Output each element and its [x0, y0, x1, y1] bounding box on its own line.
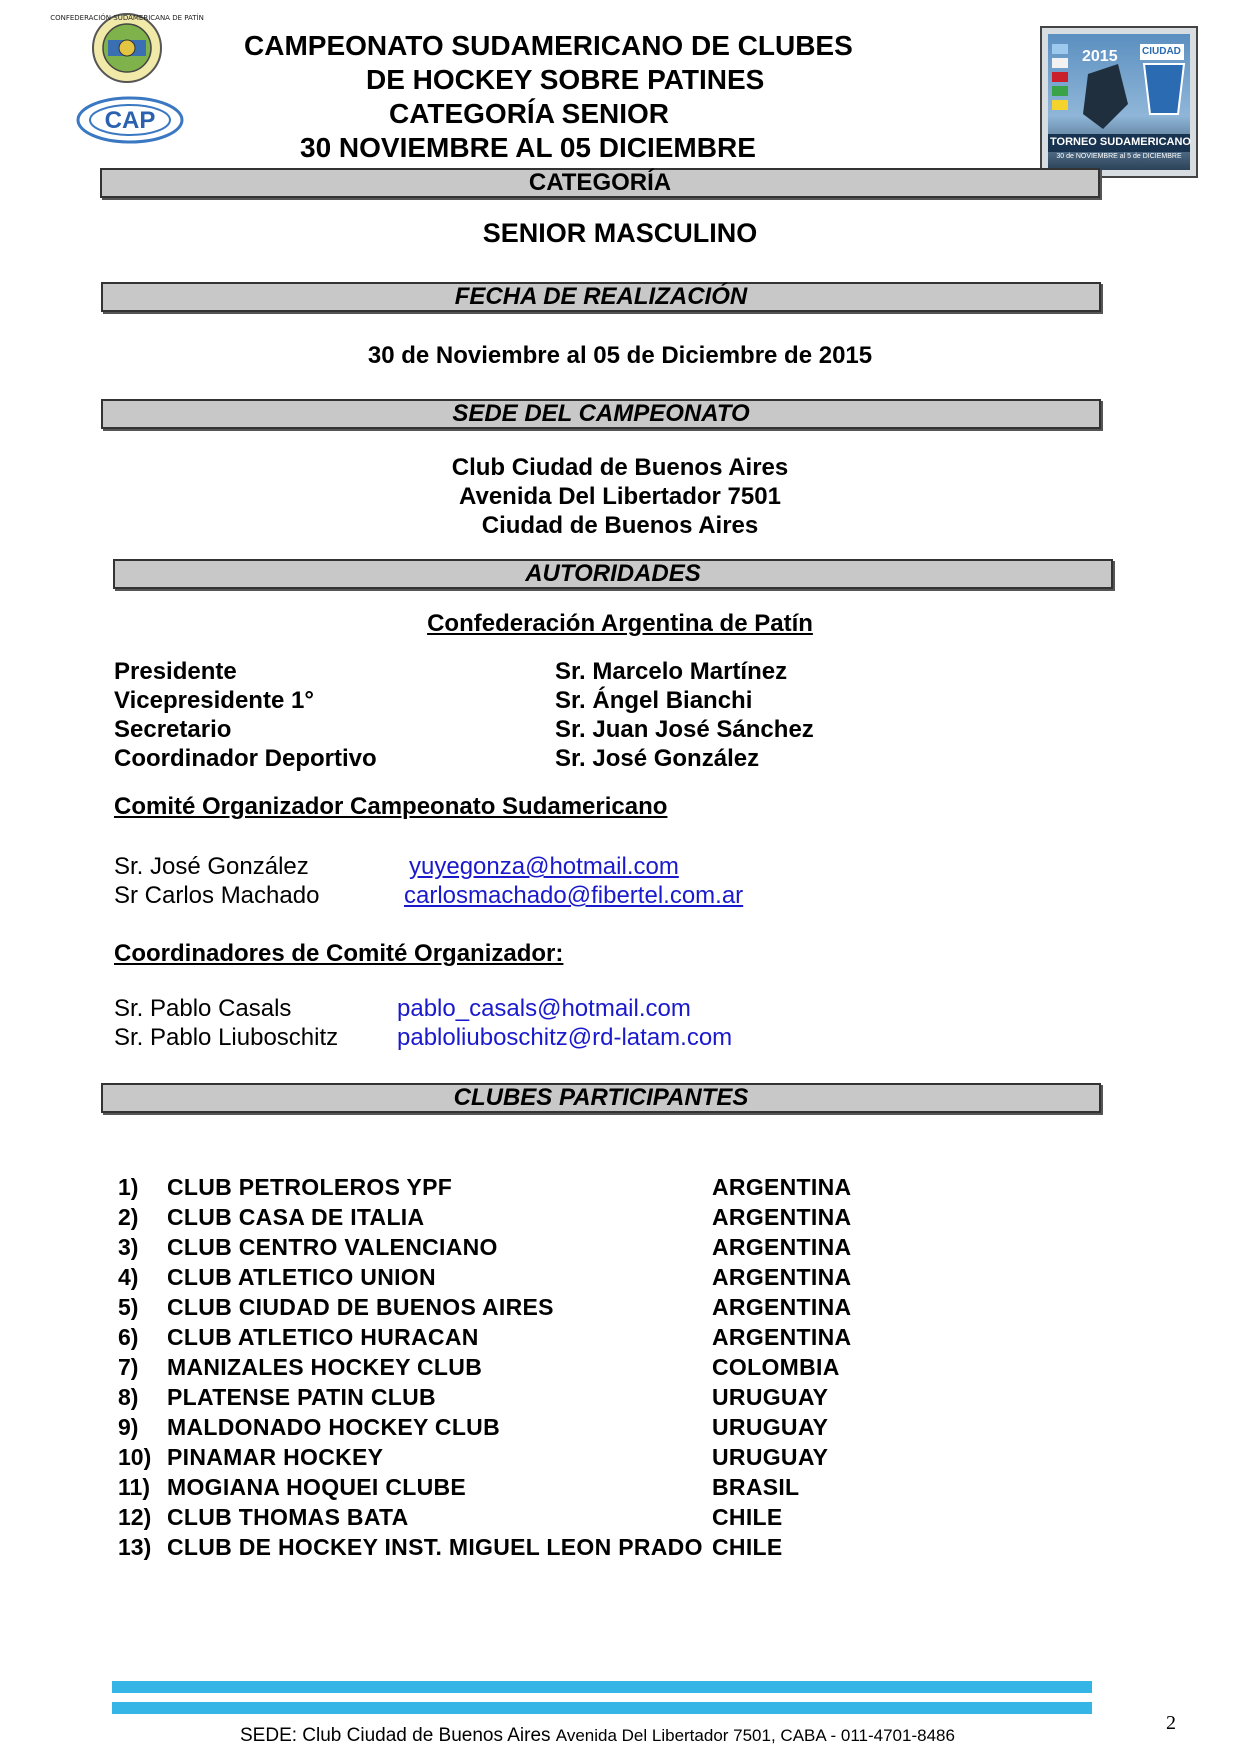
- autoridad-role: Vicepresidente 1°: [114, 687, 314, 714]
- club-number: 10): [118, 1444, 152, 1470]
- autoridad-name: Sr. José González: [555, 745, 760, 772]
- club-name: CLUB DE HOCKEY INST. MIGUEL LEON PRADO: [167, 1534, 703, 1560]
- club-number: 6): [118, 1324, 139, 1350]
- club-number: 8): [118, 1384, 139, 1410]
- club-country: ARGENTINA: [712, 1174, 852, 1200]
- autoridad-name: Sr. Juan José Sánchez: [555, 716, 814, 743]
- autoridades-subtitle: Confederación Argentina de Patín: [427, 610, 813, 637]
- club-name: PLATENSE PATIN CLUB: [167, 1384, 436, 1410]
- fecha-bar: FECHA DE REALIZACIÓN: [101, 282, 1101, 312]
- page-number: 2: [1166, 1712, 1176, 1734]
- club-number: 1): [118, 1174, 139, 1200]
- sede-line-1: Club Ciudad de Buenos Aires: [451, 454, 789, 481]
- club-country: CHILE: [712, 1504, 783, 1530]
- comite-member-name: Sr. José González: [114, 853, 309, 880]
- footer-stripe: [112, 1702, 1092, 1714]
- club-number: 5): [118, 1294, 139, 1320]
- cap-logo: [74, 92, 186, 148]
- clubes-bar: CLUBES PARTICIPANTES: [101, 1083, 1101, 1113]
- poster-year: 2015: [1082, 48, 1118, 65]
- fecha-value: 30 de Noviembre al 05 de Diciembre de 2015: [367, 342, 873, 369]
- club-country: COLOMBIA: [712, 1354, 840, 1380]
- cap-logo-text: CAP: [104, 107, 156, 134]
- club-number: 11): [118, 1474, 150, 1500]
- coordinador-email-link[interactable]: pablo_casals@hotmail.com: [397, 995, 691, 1022]
- autoridad-name: Sr. Marcelo Martínez: [555, 658, 788, 685]
- autoridades-bar: AUTORIDADES: [113, 559, 1113, 589]
- comite-member-email-link[interactable]: carlosmachado@fibertel.com.ar: [404, 882, 744, 909]
- title-line-3: CATEGORÍA SENIOR: [389, 98, 670, 129]
- club-country: URUGUAY: [712, 1384, 829, 1410]
- club-name: CLUB CASA DE ITALIA: [167, 1204, 425, 1230]
- club-country: ARGENTINA: [712, 1264, 852, 1290]
- club-name: CLUB ATLETICO UNION: [167, 1264, 436, 1290]
- club-number: 4): [118, 1264, 139, 1290]
- club-country: CHILE: [712, 1534, 783, 1560]
- autoridad-role: Coordinador Deportivo: [114, 745, 377, 772]
- club-number: 2): [118, 1204, 139, 1230]
- club-name: MALDONADO HOCKEY CLUB: [167, 1414, 500, 1440]
- coordinador-name: Sr. Pablo Liuboschitz: [114, 1024, 339, 1051]
- coordinadores-title: Coordinadores de Comité Organizador:: [114, 940, 564, 967]
- poster-subtitle: 30 de NOVIEMBRE al 5 de DICIEMBRE: [1056, 153, 1182, 160]
- club-name: CLUB THOMAS BATA: [167, 1504, 409, 1530]
- title-line-1: CAMPEONATO SUDAMERICANO DE CLUBES: [244, 30, 853, 61]
- club-name: CLUB ATLETICO HURACAN: [167, 1324, 479, 1350]
- club-number: 12): [118, 1504, 152, 1530]
- sede-line-3: Ciudad de Buenos Aires: [481, 512, 759, 539]
- footer-stripe: [112, 1681, 1092, 1693]
- club-country: BRASIL: [712, 1474, 800, 1500]
- autoridad-role: Presidente: [114, 658, 237, 685]
- club-number: 13): [118, 1534, 152, 1560]
- club-name: MANIZALES HOCKEY CLUB: [167, 1354, 483, 1380]
- categoria-value: SENIOR MASCULINO: [482, 218, 758, 248]
- club-number: 9): [118, 1414, 139, 1440]
- autoridad-name: Sr. Ángel Bianchi: [555, 687, 753, 714]
- footer-text: [240, 1725, 955, 1747]
- coordinador-name: Sr. Pablo Casals: [114, 995, 292, 1022]
- sede-line-2: Avenida Del Libertador 7501: [459, 483, 781, 510]
- footer-sede: SEDE: Club Ciudad de Buenos Aires: [240, 1725, 551, 1746]
- club-number: 3): [118, 1234, 139, 1260]
- footer-address: Avenida Del Libertador 7501, CABA - 011-4701-8486: [555, 1726, 955, 1745]
- confederation-logo: [50, 10, 204, 86]
- tournament-poster: [1040, 26, 1198, 178]
- coordinador-email-link[interactable]: pabloliuboschitz@rd-latam.com: [397, 1024, 733, 1051]
- title-line-2: DE HOCKEY SOBRE PATINES: [366, 64, 765, 95]
- comite-member-email-link[interactable]: yuyegonza@hotmail.com: [409, 853, 679, 880]
- club-name: CLUB PETROLEROS YPF: [167, 1174, 453, 1200]
- club-name: CLUB CENTRO VALENCIANO: [167, 1234, 498, 1260]
- club-country: ARGENTINA: [712, 1234, 852, 1260]
- club-country: ARGENTINA: [712, 1204, 852, 1230]
- autoridad-role: Secretario: [114, 716, 232, 743]
- sede-bar: SEDE DEL CAMPEONATO: [101, 399, 1101, 429]
- comite-member-name: Sr Carlos Machado: [114, 882, 320, 909]
- club-country: ARGENTINA: [712, 1294, 852, 1320]
- title-line-4: 30 NOVIEMBRE AL 05 DICIEMBRE: [300, 132, 756, 163]
- club-country: ARGENTINA: [712, 1324, 852, 1350]
- club-name: PINAMAR HOCKEY: [167, 1444, 384, 1470]
- club-name: MOGIANA HOQUEI CLUBE: [167, 1474, 467, 1500]
- poster-badge: CIUDAD: [1142, 46, 1181, 57]
- poster-banner: TORNEO SUDAMERICANO: [1050, 136, 1191, 148]
- comite-title: Comité Organizador Campeonato Sudamericano: [114, 793, 668, 820]
- club-country: URUGUAY: [712, 1414, 829, 1440]
- club-country: URUGUAY: [712, 1444, 829, 1470]
- confederation-logo-text: CONFEDERACIÓN SUDAMERICANA DE PATÍN: [50, 14, 204, 22]
- club-number: 7): [118, 1354, 139, 1380]
- club-name: CLUB CIUDAD DE BUENOS AIRES: [167, 1294, 554, 1320]
- categoria-bar: CATEGORÍA: [100, 168, 1100, 198]
